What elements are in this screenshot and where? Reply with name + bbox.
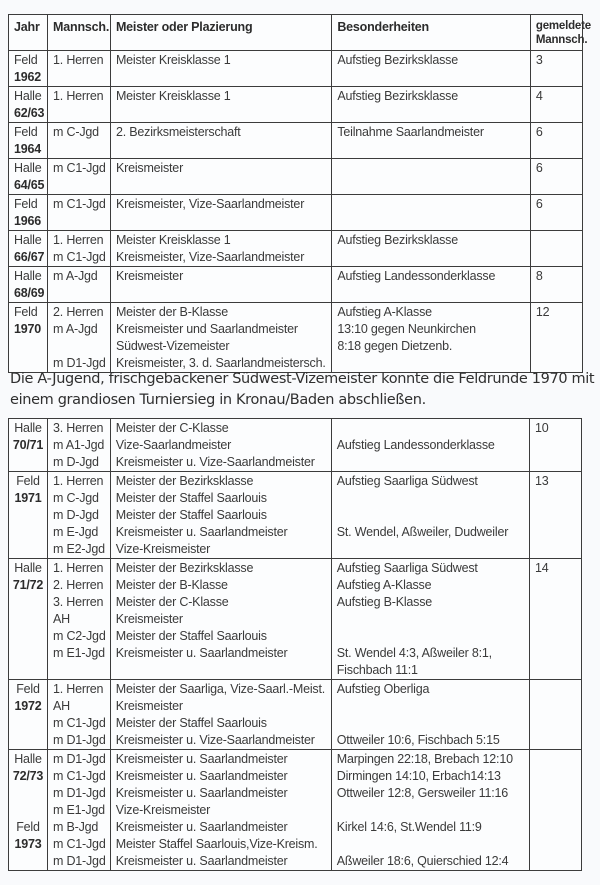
result-text: Meister Kreisklasse 1: [115, 53, 231, 67]
team-count-cell: 10: [529, 419, 581, 472]
team-count-cell: 6: [530, 159, 582, 195]
note-text: [337, 160, 526, 177]
result-text: Südwest-Vizemeister: [115, 339, 230, 353]
year-label: 1966: [14, 214, 42, 228]
note-text: Aufstieg Saarliga Südwest: [336, 561, 478, 575]
team-count-cell: 4: [530, 87, 582, 123]
year-cell: [9, 419, 48, 472]
table-row: [9, 51, 583, 87]
team-cell: [48, 195, 111, 231]
year-label: 64/65: [14, 178, 45, 192]
year-cell: [9, 51, 48, 87]
result-text: Meister der B-Klasse: [115, 305, 228, 319]
team-cell: [47, 750, 110, 871]
year-cell: [9, 559, 48, 680]
notes-cell: [331, 472, 529, 559]
team-name: m C1-Jgd: [53, 161, 106, 175]
note-text: Aufstieg Oberliga: [336, 682, 430, 696]
year-label: 72/73: [12, 769, 44, 783]
note-text: Aufstieg Bezirksklasse: [337, 53, 458, 67]
note-text: Aßweiler 18:6, Quierschied 12:4: [336, 854, 509, 868]
team-name: [53, 338, 106, 355]
team-name: AH: [52, 699, 70, 713]
team-name: m A-Jgd: [53, 269, 98, 283]
team-cell: [48, 231, 111, 267]
year-cell: [9, 303, 48, 373]
team-name: m E2-Jgd: [52, 542, 105, 556]
team-name: m D1-Jgd: [52, 733, 106, 747]
result-text: Kreismeister u. Saarlandmeister: [115, 646, 288, 660]
result-text: Meister der C-Klasse: [115, 595, 229, 609]
result-text: Meister der Staffel Saarlouis: [115, 629, 267, 643]
team-name: m C1-Jgd: [52, 716, 106, 730]
result-text: Meister der Bezirksklasse: [115, 474, 254, 488]
team-name: m C1-Jgd: [52, 837, 106, 851]
result-cell: [110, 750, 331, 871]
team-name: 3. Herren: [52, 421, 104, 435]
team-count-cell: [529, 750, 581, 871]
season-label: Halle: [14, 233, 42, 247]
team-cell: [48, 51, 111, 87]
result-cell: [110, 159, 331, 195]
result-cell: [110, 87, 331, 123]
result-text: Kreismeister: [115, 612, 183, 626]
season-label: Halle: [14, 752, 42, 766]
result-cell: [110, 303, 331, 373]
result-text: Kreismeister, 3. d. Saarlandmeistersch.: [115, 356, 326, 370]
result-text: Meister Staffel Saarlouis,Vize-Kreism.: [115, 837, 318, 851]
note-text: Aufstieg Saarliga Südwest: [336, 474, 478, 488]
table-row: [9, 87, 583, 123]
team-name: 1. Herren: [52, 561, 104, 575]
table-row: [9, 303, 583, 373]
team-count-cell: 6: [530, 195, 582, 231]
result-text: Vize-Kreismeister: [115, 542, 211, 556]
note-text: [337, 628, 525, 645]
table-row: [9, 419, 582, 472]
note-text: [337, 507, 525, 524]
result-text: Meister der Saarliga, Vize-Saarl.-Meist.: [115, 682, 326, 696]
result-text: Kreismeister und Saarlandmeister: [115, 322, 298, 336]
notes-cell: [332, 87, 531, 123]
result-text: Kreismeister u. Vize-Saarlandmeister: [115, 455, 315, 469]
year-label: 66/67: [14, 250, 45, 264]
year-label: 1971: [14, 491, 42, 505]
team-name: m D-Jgd: [52, 508, 99, 522]
result-text: Kreismeister u. Saarlandmeister: [115, 786, 288, 800]
team-cell: [47, 419, 110, 472]
result-text: Vize-Saarlandmeister: [115, 438, 232, 452]
table-row: [9, 680, 582, 750]
note-text: Fischbach 11:1: [336, 663, 418, 677]
year-label: 1964: [14, 142, 42, 156]
year-cell: [9, 680, 48, 750]
note-text: Aufstieg A-Klasse: [336, 578, 432, 592]
season-label: Halle: [14, 161, 42, 175]
team-cell: [48, 267, 111, 303]
team-count-cell: 13: [529, 472, 581, 559]
note-text: Aufstieg Landessonderklasse: [336, 438, 495, 452]
note-text: [337, 196, 526, 213]
team-name: m D1-Jgd: [52, 854, 106, 868]
note-text: St. Wendel 4:3, Aßweiler 8:1,: [336, 646, 492, 660]
season-label: Halle: [14, 561, 42, 575]
team-name: 2. Herren: [52, 578, 104, 592]
result-text: Kreismeister, Vize-Saarlandmeister: [115, 197, 305, 211]
table-header-row: [9, 15, 583, 51]
notes-cell: [331, 559, 529, 680]
year-cell: [9, 231, 48, 267]
team-count-cell: 6: [530, 123, 582, 159]
result-cell: [110, 267, 331, 303]
result-text: Kreismeister u. Saarlandmeister: [115, 769, 288, 783]
note-text: [337, 715, 525, 732]
team-cell: [47, 680, 110, 750]
year-cell: [9, 123, 48, 159]
team-name: m C-Jgd: [52, 491, 99, 505]
season-label: Halle: [14, 421, 42, 435]
team-name: m B-Jgd: [52, 820, 99, 834]
result-text: Kreismeister u. Saarlandmeister: [115, 820, 288, 834]
team-count-cell: 12: [530, 303, 582, 373]
season-label: Halle: [14, 269, 42, 283]
table-row: [9, 159, 583, 195]
team-name: 2. Herren: [53, 305, 104, 319]
season-label: Feld: [16, 682, 40, 696]
table-row: [9, 231, 583, 267]
header-gemeldete: [530, 15, 591, 51]
year-cell: [9, 750, 48, 871]
note-text: Ottweiler 12:8, Gersweiler 11:16: [336, 786, 508, 800]
team-name: m D1-Jgd: [53, 356, 106, 370]
year-cell: [9, 87, 48, 123]
result-text: Meister der C-Klasse: [115, 421, 229, 435]
result-text: Meister der Staffel Saarlouis: [115, 491, 267, 505]
result-cell: [110, 559, 331, 680]
header-mannsch: Mannsch.: [48, 15, 111, 51]
team-count-cell: 8: [530, 267, 582, 303]
notes-cell: [332, 195, 531, 231]
note-text: Ottweiler 10:6, Fischbach 5:15: [336, 733, 500, 747]
year-label: 62/63: [14, 106, 45, 120]
team-name: AH: [52, 612, 70, 626]
team-count-cell: [530, 231, 582, 267]
result-text: 2. Bezirksmeisterschaft: [115, 125, 241, 139]
year-cell: [9, 159, 48, 195]
team-name: m D-Jgd: [52, 455, 99, 469]
result-cell: [110, 419, 331, 472]
team-cell: [47, 472, 110, 559]
team-name: m C-Jgd: [53, 125, 99, 139]
year-label: 1973: [14, 837, 42, 851]
table-row: [9, 195, 583, 231]
team-name: m E1-Jgd: [52, 803, 105, 817]
season-label: Feld: [14, 305, 38, 319]
season-label: Feld: [14, 197, 38, 211]
team-name: m A1-Jgd: [52, 438, 105, 452]
note-text: St. Wendel, Aßweiler, Dudweiler: [336, 525, 509, 539]
year-label: 1970: [14, 322, 42, 336]
notes-cell: [331, 419, 529, 472]
note-text: [337, 802, 525, 819]
result-cell: [110, 123, 331, 159]
year-label: 71/72: [12, 578, 44, 592]
result-cell: [110, 51, 331, 87]
team-count-cell: [529, 680, 581, 750]
team-name: m C1-Jgd: [52, 769, 106, 783]
note-text: Kirkel 14:6, St.Wendel 11:9: [336, 820, 482, 834]
notes-cell: [332, 123, 531, 159]
year-label: 70/71: [12, 438, 44, 452]
note-text: 8:18 gegen Dietzenb.: [337, 339, 453, 353]
result-cell: [110, 195, 331, 231]
header-besonderheiten: Besonderheiten: [332, 15, 531, 51]
team-name: m D1-Jgd: [52, 786, 106, 800]
table-row: [9, 123, 583, 159]
team-name: m D1-Jgd: [52, 752, 106, 766]
result-cell: [110, 680, 331, 750]
result-text: Kreismeister: [115, 269, 184, 283]
year-cell: [9, 195, 48, 231]
season-label: Feld: [14, 125, 38, 139]
result-text: Meister der Staffel Saarlouis: [115, 716, 267, 730]
season-label: Feld: [14, 53, 38, 67]
team-name: m E1-Jgd: [52, 646, 105, 660]
result-text: Meister der Bezirksklasse: [115, 561, 254, 575]
team-name: m C1-Jgd: [53, 250, 106, 264]
team-cell: [47, 559, 110, 680]
year-label: 68/69: [14, 286, 45, 300]
team-cell: [48, 159, 111, 195]
note-text: [337, 836, 525, 853]
team-name: m C1-Jgd: [53, 197, 106, 211]
header-jahr: Jahr: [9, 15, 48, 51]
team-cell: [48, 87, 111, 123]
team-cell: [48, 303, 111, 373]
result-text: Kreismeister: [115, 161, 184, 175]
result-text: Meister der Staffel Saarlouis: [115, 508, 267, 522]
photo-caption: Die A-Jugend, frischgebackener Südwest-Vizemeister konnte die Feldrunde 1970 mit einem grandiosen Turniersieg in Kronau/Baden abschließen.: [10, 371, 595, 408]
header-gemeldete-line2: Mannsch.: [535, 34, 588, 46]
chronicle-table-1: [8, 14, 591, 373]
season-label: Feld: [16, 820, 40, 834]
note-text: Dirmingen 14:10, Erbach14:13: [336, 769, 501, 783]
team-name: 3. Herren: [52, 595, 104, 609]
team-name: 1. Herren: [53, 233, 104, 247]
result-text: Meister Kreisklasse 1: [115, 89, 231, 103]
notes-cell: [332, 267, 531, 303]
team-name: m A-Jgd: [53, 322, 98, 336]
result-text: Meister Kreisklasse 1: [115, 233, 231, 247]
notes-cell: [332, 303, 531, 373]
season-label: Feld: [16, 474, 40, 488]
result-text: Kreismeister: [115, 699, 183, 713]
season-label: Halle: [14, 89, 42, 103]
result-text: Vize-Kreismeister: [115, 803, 211, 817]
note-text: Marpingen 22:18, Brebach 12:10: [336, 752, 513, 766]
note-text: Aufstieg A-Klasse: [337, 305, 432, 319]
result-text: Meister der B-Klasse: [115, 578, 228, 592]
result-text: Kreismeister u. Vize-Saarlandmeister: [115, 733, 315, 747]
result-cell: [110, 231, 331, 267]
note-text: Aufstieg Landessonderklasse: [337, 269, 496, 283]
year-label: 1972: [14, 699, 42, 713]
chronicle-table-2: [8, 418, 582, 871]
result-cell: [110, 472, 331, 559]
note-text: Aufstieg Bezirksklasse: [337, 233, 458, 247]
table-row: [9, 267, 583, 303]
table-row: [9, 750, 582, 871]
notes-cell: [332, 51, 531, 87]
team-cell: [48, 123, 111, 159]
team-count-cell: 14: [529, 559, 581, 680]
note-text: [337, 490, 525, 507]
team-name: m E-Jgd: [52, 525, 99, 539]
notes-cell: [332, 159, 531, 195]
team-name: 1. Herren: [53, 53, 104, 67]
result-text: Kreismeister u. Saarlandmeister: [115, 752, 288, 766]
table-row: [9, 559, 582, 680]
result-text: Kreismeister, Vize-Saarlandmeister: [115, 250, 305, 264]
note-text: Aufstieg Bezirksklasse: [337, 89, 458, 103]
notes-cell: [331, 750, 529, 871]
note-text: [337, 698, 525, 715]
team-name: 1. Herren: [52, 474, 104, 488]
result-text: Kreismeister u. Saarlandmeister: [115, 525, 288, 539]
team-name: 1. Herren: [53, 89, 104, 103]
notes-cell: [331, 680, 529, 750]
team-name: m C2-Jgd: [52, 629, 106, 643]
team-count-cell: 3: [530, 51, 582, 87]
table-row: [9, 472, 582, 559]
year-cell: [9, 267, 48, 303]
year-label: 1962: [14, 70, 42, 84]
note-text: Aufstieg B-Klasse: [336, 595, 433, 609]
note-text: Teilnahme Saarlandmeister: [337, 125, 484, 139]
note-text: 13:10 gegen Neunkirchen: [337, 322, 476, 336]
notes-cell: [332, 231, 531, 267]
header-gemeldete-line1: gemeldete: [535, 20, 591, 32]
header-meister: Meister oder Plazierung: [110, 15, 331, 51]
note-text: [337, 611, 525, 628]
result-text: Kreismeister u. Saarlandmeister: [115, 854, 288, 868]
year-cell: [9, 472, 48, 559]
team-name: 1. Herren: [52, 682, 104, 696]
